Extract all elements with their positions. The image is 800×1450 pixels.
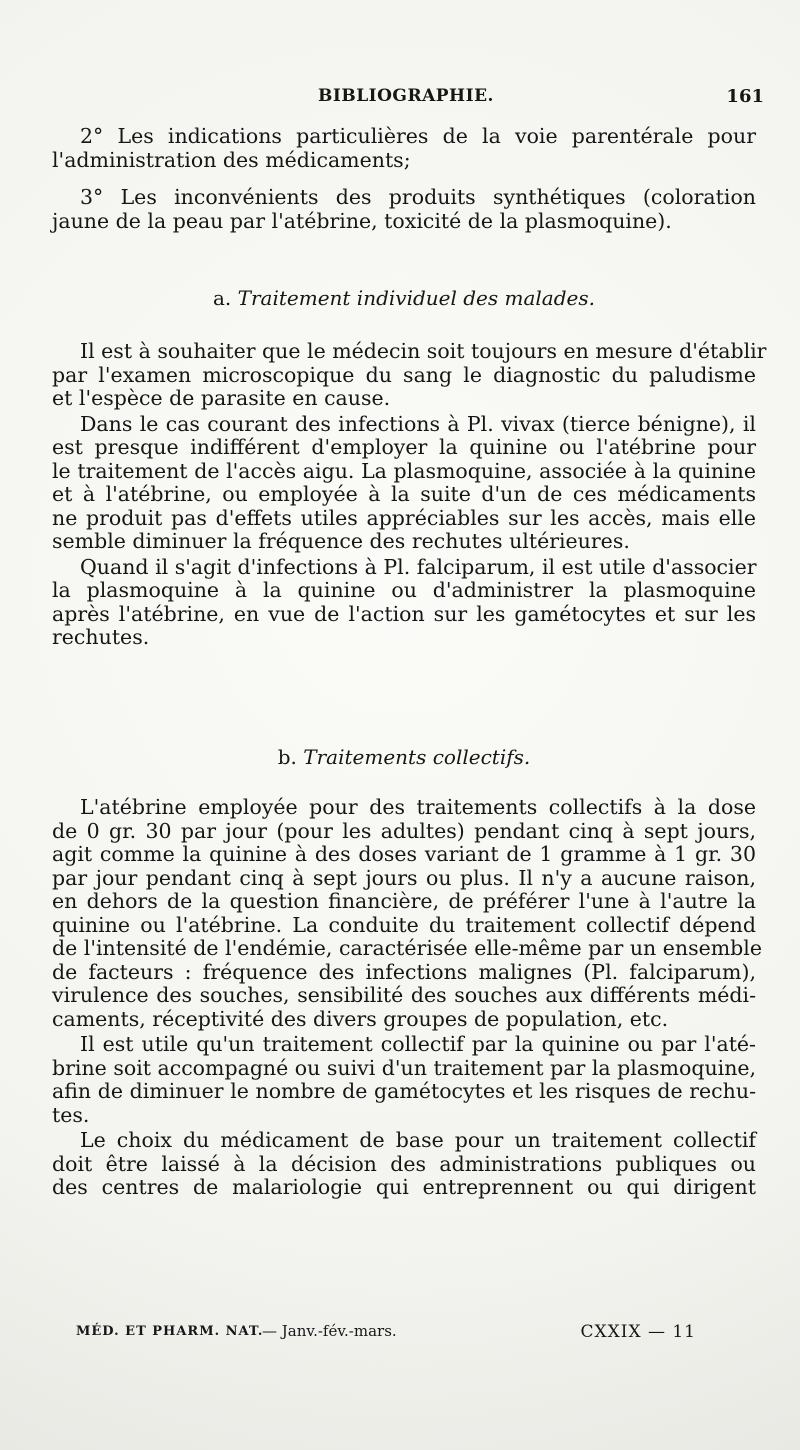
text-line: 3° Les inconvénients des produits synthétiques (coloration	[80, 185, 756, 209]
section-b-heading	[52, 745, 756, 769]
page-number: 161	[726, 86, 764, 107]
journal-abbreviation: MÉD. ET PHARM. NAT.	[76, 1324, 264, 1339]
page-header	[48, 86, 764, 110]
running-title: BIBLIOGRAPHIE.	[318, 86, 494, 106]
section-a-label: a.	[213, 286, 232, 310]
paragraph	[52, 1033, 756, 1127]
text-line: de facteurs : fréquence des infections malignes (Pl. falciparum),	[52, 959, 756, 984]
paragraph	[52, 339, 767, 411]
text-line: des centres de malariologie qui entreprennent ou qui dirigent	[52, 1175, 756, 1199]
issue-date: — Janv.-fév.-mars.	[262, 1322, 397, 1340]
text-line: afin de diminuer le nombre de gamétocytes et les risques de rechu-	[52, 1079, 756, 1103]
text-line: caments, réceptivité des divers groupes de population, etc.	[52, 1006, 669, 1031]
text-line: le traitement de l'accès aigu. La plasmoquine, associée à la quinine	[52, 458, 756, 483]
page-footer	[76, 1322, 696, 1346]
text-line: tes.	[52, 1102, 90, 1127]
text-line: est presque indifférent d'employer la quinine ou l'atébrine pour	[52, 435, 756, 459]
text-line: et à l'atébrine, ou employée à la suite d'un de ces médicaments	[52, 482, 756, 506]
text-line: la plasmoquine à la quinine ou d'administrer la plasmoquine	[52, 578, 756, 602]
text-line: après l'atébrine, en vue de l'action sur les gamétocytes et sur les	[52, 601, 756, 626]
text-line: semble diminuer la fréquence des rechutes ultérieures.	[52, 529, 630, 553]
paragraph	[52, 556, 756, 650]
section-a-body	[52, 339, 767, 650]
text-line: Quand il s'agit d'infections à Pl. falciparum, il est utile d'associer	[80, 554, 757, 579]
text-line: quinine ou l'atébrine. La conduite du traitement collectif dépend	[52, 912, 756, 937]
text-line: Dans le cas courant des infections à Pl. vivax (tierce bénigne), il	[80, 411, 756, 436]
text-line: de 0 gr. 30 par jour (pour les adultes) pendant cinq à sept jours,	[52, 818, 756, 843]
text-line: rechutes.	[52, 625, 150, 649]
intro-list	[52, 125, 756, 233]
text-line: Le choix du médicament de base pour un traitement collectif	[80, 1128, 756, 1152]
text-line: par jour pendant cinq à sept jours ou plus. Il n'y a aucune raison,	[52, 865, 756, 890]
section-b-title: Traitements collectifs.	[303, 745, 531, 769]
text-line: de l'intensité de l'endémie, caractérisée elle-même par un ensemble	[52, 936, 762, 960]
list-item	[52, 186, 756, 233]
text-line: Il est à souhaiter que le médecin soit toujours en mesure d'établir	[80, 339, 767, 363]
paragraph	[52, 413, 756, 554]
text-line: ne produit pas d'effets utiles appréciables sur les accès, mais elle	[52, 505, 756, 530]
text-line: par l'examen microscopique du sang le diagnostic du paludisme	[52, 362, 756, 387]
section-b-label: b.	[277, 745, 297, 769]
section-a-heading	[52, 286, 756, 310]
volume-signature: CXXIX — 11	[580, 1322, 696, 1342]
text-line: doit être laissé à la décision des administrations publiques ou	[52, 1151, 756, 1176]
text-line: virulence des souches, sensibilité des souches aux différents médi-	[52, 983, 756, 1007]
paragraph	[52, 795, 762, 1031]
text-line: jaune de la peau par l'atébrine, toxicité de la plasmoquine).	[52, 208, 672, 233]
text-line: en dehors de la question financière, de préférer l'une à l'autre la	[52, 889, 756, 913]
list-item	[52, 125, 756, 172]
text-line: 2° Les indications particulières de la voie parentérale pour	[80, 124, 756, 148]
text-line: l'administration des médicaments;	[52, 147, 411, 172]
section-a-title: Traitement individuel des malades.	[237, 286, 595, 310]
paragraph	[52, 1129, 756, 1200]
section-b-body	[52, 795, 762, 1200]
text-line: Il est utile qu'un traitement collectif par la quinine ou par l'até-	[80, 1032, 756, 1056]
text-line: et l'espèce de parasite en cause.	[52, 386, 391, 410]
text-line: L'atébrine employée pour des traitements collectifs à la dose	[80, 795, 756, 819]
text-line: brine soit accompagné ou suivi d'un traitement par la plasmoquine,	[52, 1055, 757, 1080]
text-line: agit comme la quinine à des doses variant de 1 gramme à 1 gr. 30	[52, 842, 756, 866]
